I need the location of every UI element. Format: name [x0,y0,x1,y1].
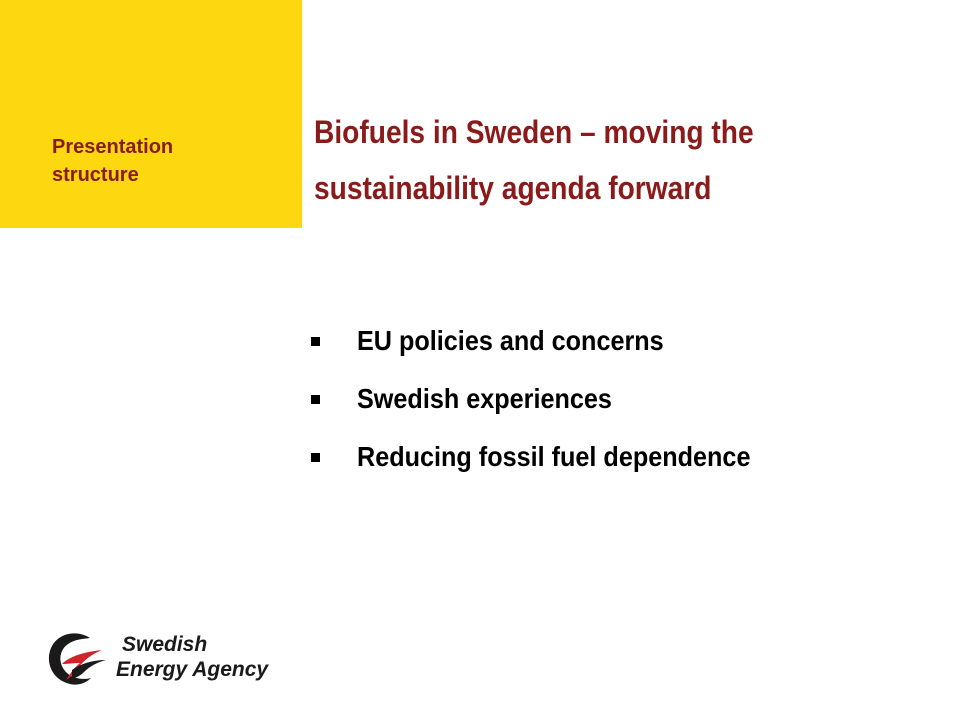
slide-title [314,104,860,216]
bullet-text: Swedish experiences [357,383,612,414]
bullet-text: EU policies and concerns [357,325,664,356]
logo-line1: Swedish [122,633,208,656]
bullet-text: Reducing fossil fuel dependence [357,441,751,472]
bullet-item [310,312,794,370]
square-bullet-icon [311,337,320,346]
slide-title-line1: Biofuels in Sweden – moving the [314,114,754,150]
section-panel [0,0,302,228]
logo-text [116,632,268,682]
slide-title-line2: sustainability agenda forward [314,170,712,206]
section-label [52,133,292,189]
agency-logo [44,628,274,692]
square-bullet-icon [311,453,320,462]
bullet-item [310,370,794,428]
swedish-energy-agency-logo-icon [44,630,112,688]
square-bullet-icon [311,395,320,404]
section-label-line2: structure [52,164,139,186]
bullet-list [310,312,794,486]
bullet-item [310,428,794,486]
logo-line2: Energy Agency [116,658,269,681]
section-label-line1: Presentation [52,136,174,158]
